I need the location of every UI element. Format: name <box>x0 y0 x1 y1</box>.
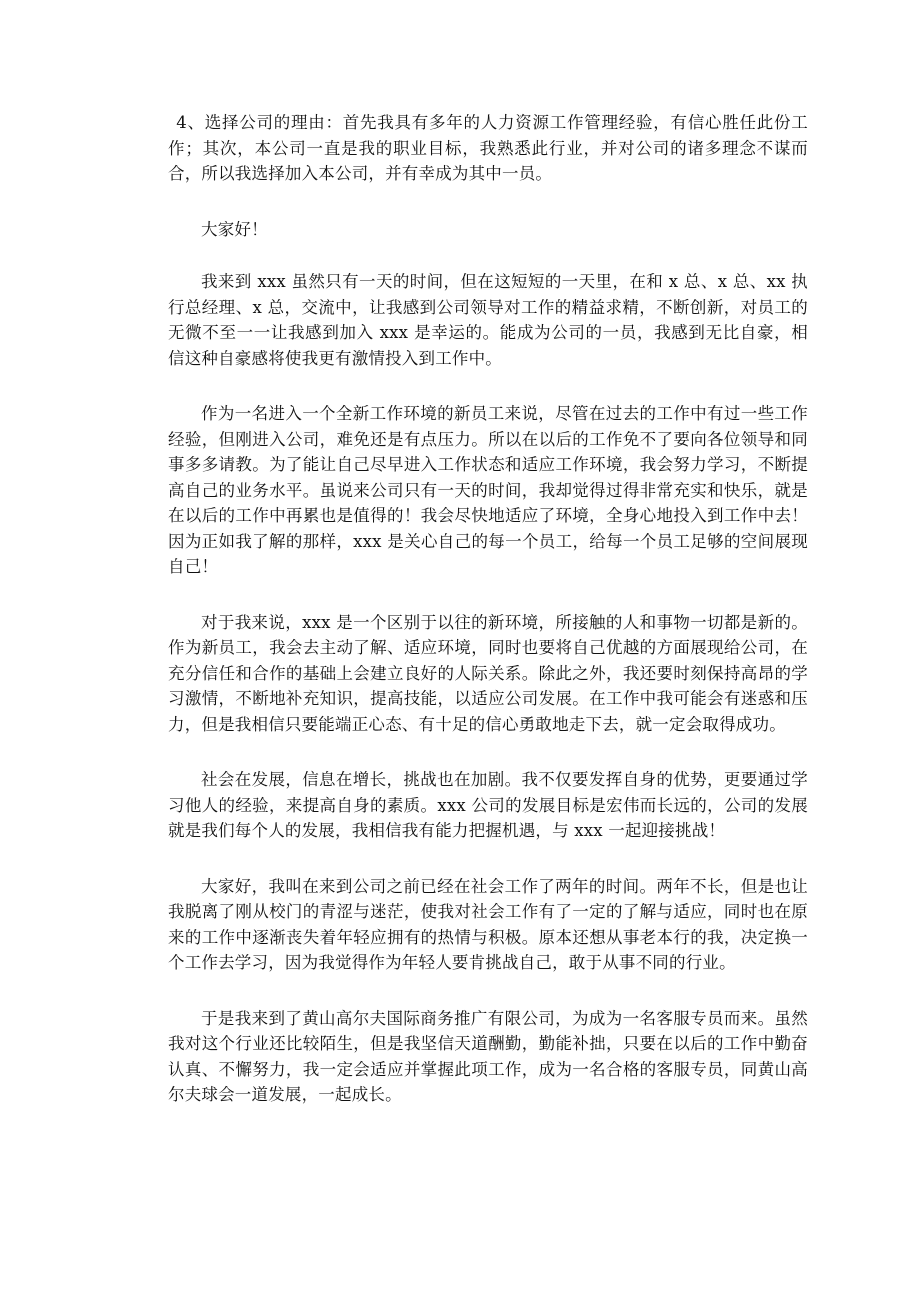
paragraph-new-employee: 作为一名进入一个全新工作环境的新员工来说，尽管在过去的工作中有过一些工作经验，但刚进入公司，难免还是有点压力。所以在以后的工作免不了要向各位领导和同事多多请教。为了能让自己尽早进入工作状态和适应工作环境，我会努力学习，不断提高自己的业务水平。虽说来公司只有一天的时间，我却觉得过得非常充实和快乐，就是在以后的工作中再累也是值得的！我会尽快地适应了环境，全身心地投入到工作中去！因为正如我了解的那样，xxx 是关心自己的每一个员工，给每一个员工足够的空间展现自己！ <box>168 404 808 576</box>
paragraph-reasons: 4、选择公司的理由：首先我具有多年的人力资源工作管理经验，有信心胜任此份工作；其次，本公司一直是我的职业目标，我熟悉此行业，并对公司的诸多理念不谋而合，所以我选择加入本公司，并有幸成为其中一员。 <box>168 113 808 183</box>
paragraph-first-day: 我来到 xxx 虽然只有一天的时间，但在这短短的一天里，在和 x 总、x 总、xx 执行总经理、x 总，交流中，让我感到公司领导对工作的精益求精，不断创新，对员工的无微不至一一让我感到加入 xxx 是幸运的。能成为公司的一员，我感到无比自豪，相信这种自豪感将使我更有激情投入到工作中。 <box>168 272 808 368</box>
document-body <box>168 110 808 1138</box>
paragraph-closing: 于是我来到了黄山高尔夫国际商务推广有限公司，为成为一名客服专员而来。虽然我对这个行业还比较陌生，但是我坚信天道酬勤，勤能补拙，只要在以后的工作中勤奋认真、不懈努力，我一定会适应并掌握此项工作，成为一名合格的客服专员，同黄山高尔夫球会一道发展，一起成长。 <box>168 1008 808 1104</box>
paragraph-greeting: 大家好！ <box>201 219 268 239</box>
paragraph-challenges: 社会在发展，信息在增长，挑战也在加剧。我不仅要发挥自身的优势，更要通过学习他人的经验，来提高自身的素质。xxx 公司的发展目标是宏伟而长远的，公司的发展就是我们每个人的发展，我相信我有能力把握机遇，与 xxx 一起迎接挑战！ <box>168 770 808 840</box>
paragraph-new-environment: 对于我来说，xxx 是一个区别于以往的新环境，所接触的人和事物一切都是新的。作为新员工，我会去主动了解、适应环境，同时也要将自己优越的方面展现给公司，在充分信任和合作的基础上会建立良好的人际关系。除此之外，我还要时刻保持高昂的学习激情，不断地补充知识，提高技能，以适应公司发展。在工作中我可能会有迷惑和压力，但是我相信只要能端正心态、有十足的信心勇敢地走下去，就一定会取得成功。 <box>168 612 808 734</box>
paragraph-introduction: 大家好，我叫在来到公司之前已经在社会工作了两年的时间。两年不长，但是也让我脱离了刚从校门的青涩与迷茫，使我对社会工作有了一定的了解与适应，同时也在原来的工作中逐渐丧失着年轻应拥有的热情与积极。原本还想从事老本行的我，决定换一个工作去学习，因为我觉得作为年轻人要肯挑战自己，敢于从事不同的行业。 <box>168 876 808 972</box>
